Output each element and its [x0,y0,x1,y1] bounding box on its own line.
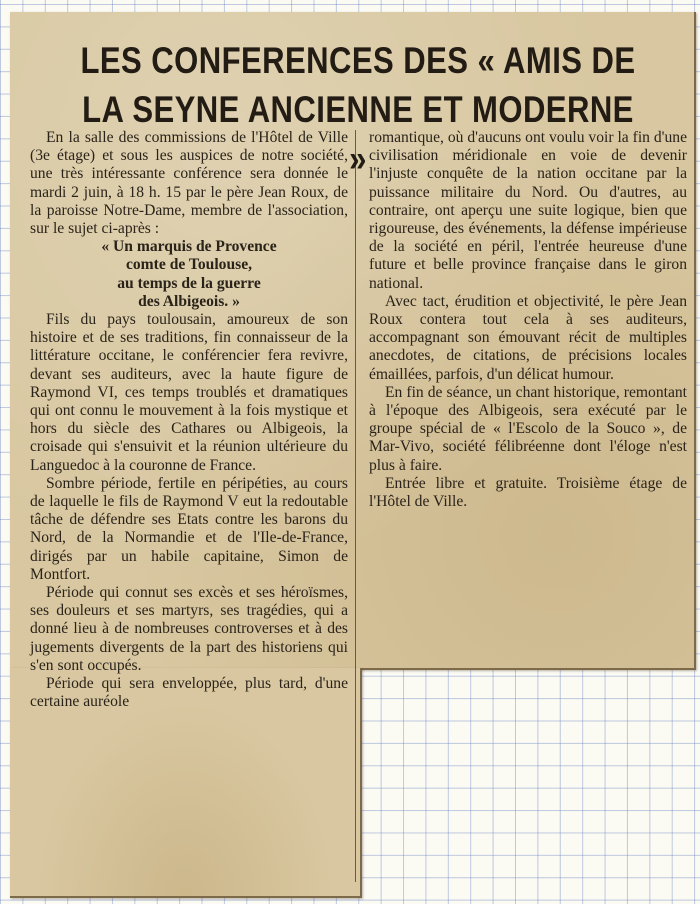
talk-title-line-1: « Un marquis de Provence [101,238,277,256]
paragraph-entree: Entrée libre et gratuite. Troisième étage de l'Hôtel de Ville. [369,474,687,511]
article-headline: LES CONFERENCES DES « AMIS DE LA SEYNE ANCIENNE ET MODERNE » [80,40,636,179]
talk-title [30,238,348,311]
intro-paragraph: En la salle des commissions de l'Hôtel de Ville (3e étage) et sous les auspices de notre société, une très intéressante conférence sera donnée le mardi 2 juin, à 18 h. 15 par le père Jean Roux, de la paroisse Notre-Dame, membre de l'association, sur le sujet ci-après : [30,129,348,238]
paragraph-sombre-periode: Sombre période, fertile en péripéties, au cours de laquelle le fils de Raymond V eut la redoutable tâche de défendre ses Etats contre les barons du Nord, de la Normandie et de l'Ile-de-France, dirigés par un habile capitaine, Simon de Montfort. [30,474,348,583]
left-column [30,129,348,712]
talk-title-line-3: au temps de la guerre [117,274,261,292]
paragraph-speaker: Fils du pays toulousain, amoureux de son histoire et de ses traditions, fin connaisseur de la littérature occitane, le conférencier fera revivre, devant ses auditeurs, avec la haute figure de Raymond VI, ces temps troublés et dramatiques qui ont connu le mouvement à la fois mystique et hors du siècle des Cathares ou Albigeois, la croisade qui s'ensuivit et la réunion ultérieure du Languedoc à la couronne de France. [30,311,348,474]
right-column [369,129,687,511]
paragraph-aureole: Période qui sera enveloppée, plus tard, d'une certaine auréole [30,675,348,711]
paragraph-chant: En fin de séance, un chant historique, remontant à l'époque des Albigeois, sera exécuté par le groupe spécial de « l'Escolo de la Souco », de Mar-Vivo, société félibréenne dont l'éloge n'est plus à faire. [369,383,687,474]
paragraph-romantique: romantique, où d'aucuns ont voulu voir la fin d'une civilisation méridionale en voie de devenir l'injuste conquête de la nation occitane par la puissance militaire du Nord. Ou d'autres, au contraire, ont aperçu une suite logique, bien que rigoureuse, des événements, la défense impérieuse de la société en péril, l'entrée heureuse d'une future et belle province française dans le giron national. [369,129,687,292]
column-divider [355,130,356,882]
paragraph-excesses: Période qui connut ses excès et ses héroïsmes, ses douleurs et ses martyrs, ses tragédies, qui a donné lieu à de nombreuses controverses et à des jugements divergents de la part des historiens qui s'en sont occupés. [30,584,348,674]
talk-title-line-4: des Albigeois. » [138,292,240,310]
talk-title-line-2: comte de Toulouse, [125,256,253,274]
paragraph-tact: Avec tact, érudition et objectivité, le père Jean Roux contera tout cela à ses auditeurs, accompagnant son émouvant récit de multiples anecdotes, de citations, de précisions locales émaillées, parfois, d'un délicat humour. [369,292,687,383]
